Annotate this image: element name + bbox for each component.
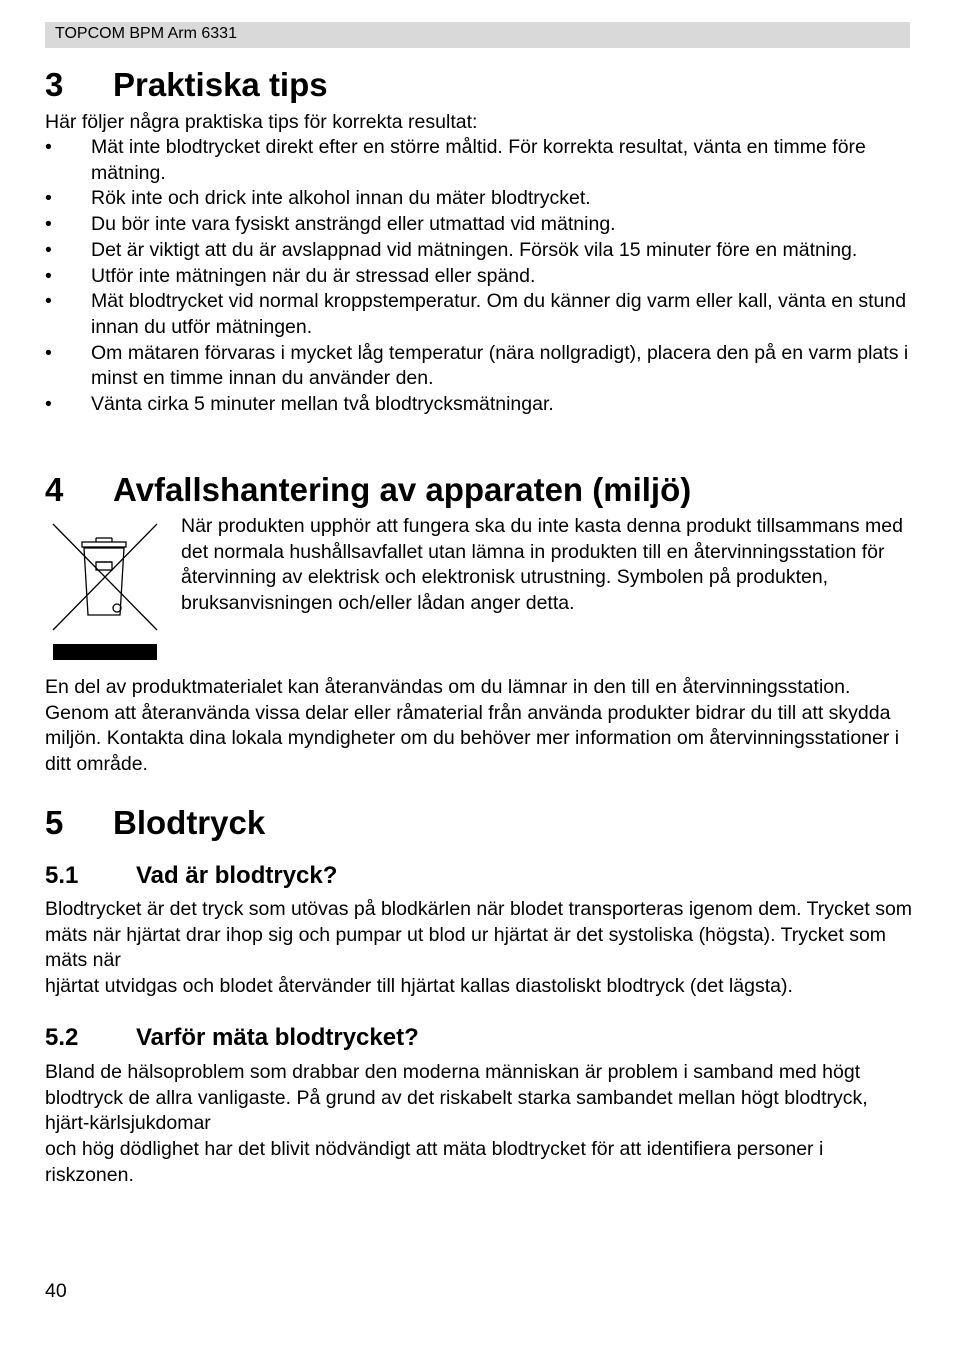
subsection-5-2-title: Varför mäta blodtrycket?: [136, 1024, 419, 1051]
recycling-paragraph: En del av produktmaterialet kan återanvändas om du lämnar in den till en återvinningsstation. Genom att återanvända vissa delar eller råmaterial från använda produkter bidrar du till att skydda miljön. Kontakta dina lokala myndigheter om du behöver mer information om återvinningsstationer i ditt område.: [45, 676, 900, 776]
section-5-title: Blodtryck: [113, 804, 266, 841]
tip-item: • Rök inte och drick inte alkohol innan du mäter blodtrycket.: [45, 186, 915, 212]
weee-disposal-text: När produkten upphör att fungera ska du inte kasta denna produkt tillsammans med det normala hushållsavfallet utan lämna in produkten till en återvinningsstation för återvinning av elektrisk och elektronisk utrustning. Symbolen på produkten, bruksanvisningen och/eller lådan anger detta.: [181, 515, 903, 615]
tip-item: • Mät blodtrycket vid normal kroppstemperatur. Om du känner dig varm eller kall, vänta en stund innan du utför mätningen.: [45, 290, 907, 338]
bullet-icon: •: [45, 238, 52, 261]
tip-item: • Utför inte mätningen när du är stressad eller spänd.: [45, 264, 915, 290]
bullet-icon: •: [45, 187, 52, 210]
section-5-number: 5: [45, 804, 64, 841]
section-4-heading: [45, 471, 691, 509]
bullet-icon: •: [45, 264, 52, 287]
section-4-number: 4: [45, 471, 64, 508]
section-4-title: Avfallshantering av apparaten (miljö): [113, 471, 692, 508]
crossed-out-wheelie-bin-icon: [50, 520, 160, 662]
bullet-icon: •: [45, 213, 52, 236]
tip-item: • Om mätaren förvaras i mycket låg temperatur (nära nollgradigt), placera den på en varm plats i minst en timme innan du använder den.: [45, 341, 909, 390]
diastolic-definition: hjärtat utvidgas och blodet återvänder till hjärtat kallas diastoliskt blodtryck (det lägsta).: [45, 975, 793, 997]
subsection-5-1-title: Vad är blodtryck?: [136, 862, 338, 889]
subsection-5-1-heading: [45, 862, 337, 890]
subsection-5-2-heading: [45, 1024, 419, 1052]
section-3-intro: Här följer några praktiska tips för korrekta resultat:: [45, 111, 478, 133]
tip-item: • Mät inte blodtrycket direkt efter en större måltid. För korrekta resultat, vänta en timme före mätning.: [45, 136, 866, 184]
subsection-5-2-number: 5.2: [45, 1024, 79, 1051]
subsection-5-1-number: 5.1: [45, 862, 79, 889]
running-header: [45, 22, 910, 48]
section-3-heading: [45, 66, 328, 104]
tip-item: • Det är viktigt att du är avslappnad vid mätningen. Försök vila 15 minuter före en mätning.: [45, 238, 915, 264]
blood-pressure-definition: Blodtrycket är det tryck som utövas på blodkärlen när blodet transporteras igenom dem. Trycket som mäts när hjärtat drar ihop sig och pumpar ut blod ur hjärtat är det systoliska (högsta). Trycket som mäts när: [45, 898, 913, 972]
header-title: TOPCOM BPM Arm 6331: [55, 25, 237, 42]
bullet-icon: •: [45, 136, 52, 158]
tip-item: • Vänta cirka 5 minuter mellan två blodtrycksmätningar.: [45, 392, 915, 418]
section-5-heading: [45, 804, 265, 842]
bullet-icon: •: [45, 341, 52, 364]
why-measure-paragraph: Bland de hälsoproblem som drabbar den moderna människan är problem i samband med högt blodtryck de allra vanligaste. På grund av det riskabelt starka sambandet mellan högt blodtryck, hjärt-kärlsjukdomar: [45, 1061, 868, 1135]
page-number: 40: [45, 1280, 67, 1302]
tip-item: • Du bör inte vara fysiskt ansträngd eller utmattad vid mätning.: [45, 212, 915, 238]
section-3-title: Praktiska tips: [113, 66, 328, 103]
bullet-icon: •: [45, 290, 52, 313]
section-3-number: 3: [45, 66, 64, 103]
bullet-icon: •: [45, 393, 52, 416]
tips-list: [45, 135, 915, 418]
risk-zone-paragraph: och hög dödlighet har det blivit nödvändigt att mäta blodtrycket för att identifiera personer i riskzonen.: [45, 1138, 824, 1186]
